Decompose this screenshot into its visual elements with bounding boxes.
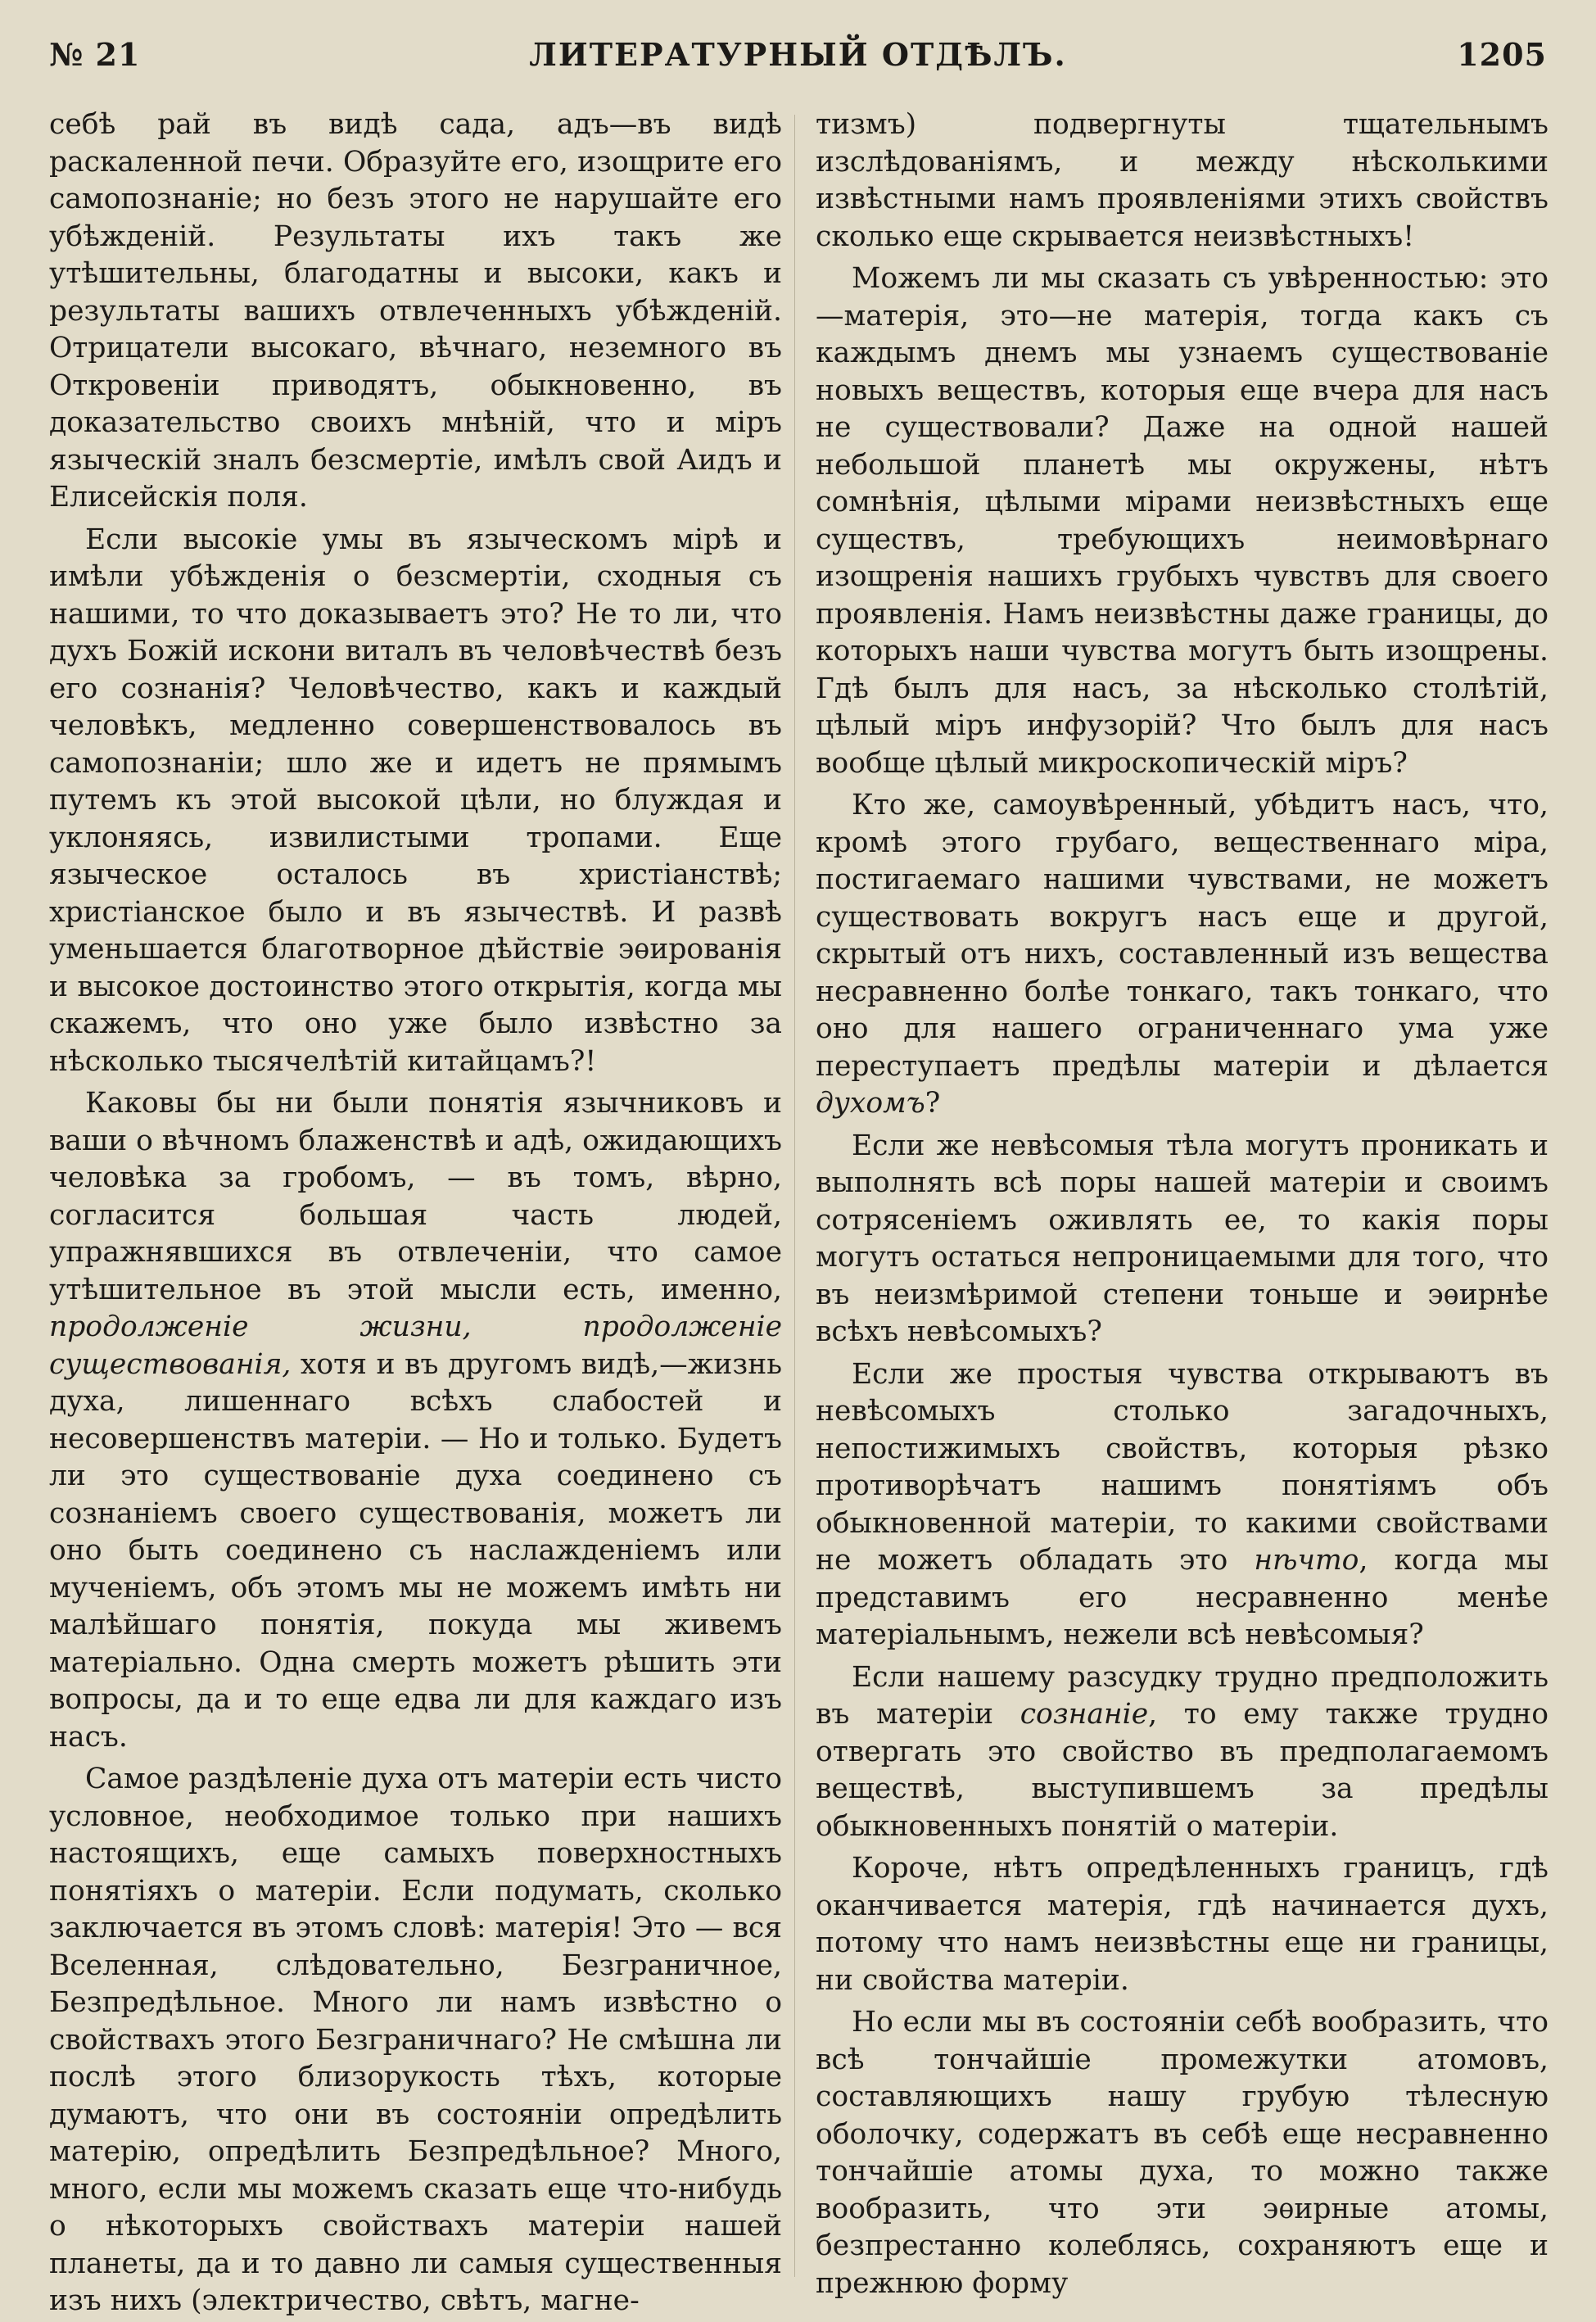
paragraph: Но если мы въ состояніи себѣ вообразить, что всѣ тончайшіе промежутки атомовъ, составляющихъ нашу грубую тѣлесную оболочку, содержатъ въ себѣ еще несравненно тончайшіе атомы духа, то можно также вообразить, что эти эѳирные атомы, безпрестанно колеблясь, сохраняютъ еще и прежнюю форму [816,2006,1549,2300]
paragraph [49,1085,782,1756]
paragraph-text: Кто же, самоувѣренный, убѣдитъ насъ, что, кромѣ этого грубаго, вещественнаго міра, постигаемаго нашими чувствами, не можетъ существовать вокругъ насъ еще и другой, скрытый отъ нихъ, составленный изъ вещества несравненно болѣе тонкаго, такъ тонкаго, что оно для нашего ограниченнаго ума уже переступаетъ предѣлы матеріи и дѣлается [816,789,1549,1083]
section-title: ЛИТЕРАТУРНЫЙ ОТДѢЛЪ. [529,36,1067,73]
italic-phrase: продолженіе жизни, продолженіе существованія, [49,1310,782,1381]
paragraph [816,1356,1549,1654]
paragraph-text: Если же простыя чувства открываютъ въ невѣсомыхъ столько загадочныхъ, непостижимыхъ свойствъ, которыя рѣзко противорѣчатъ нашимъ понятіямъ объ обыкновенной матеріи, то какими свойствами не можетъ обладать это [816,1357,1549,1577]
issue-number: № 21 [49,36,141,73]
paragraph: Если высокіе умы въ языческомъ мірѣ и имѣли убѣжденія о безсмертіи, сходныя съ нашими, то что доказываетъ это? Не то ли, что духъ Божій искони виталъ въ человѣчествѣ безъ его сознанія? Человѣчество, какъ и каждый человѣкъ, медленно совершенствовалось въ самопознаніи; шло же и идетъ не прямымъ путемъ къ этой высокой цѣли, но блуждая и уклоняясь, извилистыми тропами. Еще языческое осталось въ христіанствѣ; христіанское было и въ язычествѣ. И развѣ уменьшается благотворное дѣйствіе эѳированія и высокое достоинство этого открытія, когда мы скажемъ, что оно уже было извѣстно за нѣсколько тысячелѣтій китайцамъ?! [49,523,782,1078]
paragraph-text: , когда мы представимъ его несравненно менѣе матеріальнымъ, нежели всѣ невѣсомыя? [816,1544,1549,1651]
italic-word: нѣчто [1254,1544,1359,1577]
right-column [816,106,1549,2300]
running-header [49,36,1547,85]
paragraph: Короче, нѣтъ опредѣленныхъ границъ, гдѣ оканчивается матерія, гдѣ начинается духъ, потому что намъ неизвѣстны еще ни границы, ни свойства матеріи. [816,1852,1549,1997]
paragraph [816,1659,1549,1846]
page-number: 1205 [1457,36,1547,73]
left-column [49,106,782,2317]
column-divider [794,115,795,2277]
paragraph-text: ? [925,1087,941,1120]
paragraph-text: Каковы бы ни были понятія язычниковъ и ваши о вѣчномъ блаженствѣ и адѣ, ожидающихъ человѣка за гробомъ, — въ томъ, вѣрно, согласится большая часть людей, упражнявшихся въ отвлеченіи, что самое утѣшительное въ этой мысли есть, именно, [49,1087,782,1306]
paragraph: Самое раздѣленіе духа отъ матеріи есть чисто условное, необходимое только при нашихъ настоящихъ, еще самыхъ поверхностныхъ понятіяхъ о матеріи. Если подумать, сколько заключается въ этомъ словѣ: матерія! Это — вся Вселенная, слѣдовательно, Безграничное, Безпредѣльное. Много ли намъ извѣстно о свойствахъ этого Безграничнаго? Не смѣшна ли послѣ этого близорукость тѣхъ, которые думаютъ, что они въ состояніи опредѣлить матерію, опредѣлить Безпредѣльное? Много, много, если мы можемъ сказать еще что-нибудь о нѣкоторыхъ свойствахъ матеріи нашей планеты, да и то давно ли самыя существенныя изъ нихъ (электричество, свѣтъ, магне- [49,1763,782,2317]
paragraph: тизмъ) подвергнуты тщательнымъ изслѣдованіямъ, и между нѣсколькими извѣстными намъ проявленіями этихъ свойствъ сколько еще скрывается неизвѣстныхъ! [816,108,1549,253]
italic-word: сознаніе [1020,1698,1149,1731]
paragraph: Можемъ ли мы сказать съ увѣренностью: это—матерія, это—не матерія, тогда какъ съ каждымъ днемъ мы узнаемъ существованіе новыхъ веществъ, которыя еще вчера для насъ не существовали? Даже на одной нашей небольшой планетѣ мы окружены, нѣтъ сомнѣнія, цѣлыми мірами неизвѣстныхъ еще существъ, требующихъ неимовѣрнаго изощренія нашихъ грубыхъ чувствъ для своего проявленія. Намъ неизвѣстны даже границы, до которыхъ наши чувства могутъ быть изощрены. Гдѣ былъ для насъ, за нѣсколько столѣтій, цѣлый міръ инфузорій? Что былъ для насъ вообще цѣлый микроскопическій міръ? [816,262,1549,780]
paragraph [816,787,1549,1123]
paragraph-text: , то ему также трудно отвергать это свойство въ предполагаемомъ веществѣ, выступившемъ за предѣлы обыкновенныхъ понятій о матеріи. [816,1698,1549,1843]
paragraph: себѣ рай въ видѣ сада, адъ—въ видѣ раскаленной печи. Образуйте его, изощрите его самопознаніе; но безъ этого не нарушайте его убѣжденій. Результаты ихъ такъ же утѣшительны, благодатны и высоки, какъ и результаты вашихъ отвлеченныхъ убѣжденій. Отрицатели высокаго, вѣчнаго, неземного въ Откровеніи приводятъ, обыкновенно, въ доказательство своихъ мнѣній, что и міръ языческій зналъ безсмертіе, имѣлъ свой Аидъ и Елисейскія поля. [49,108,782,514]
paragraph-text: Если нашему разсудку трудно предположить въ матеріи [816,1660,1549,1731]
paragraph-text: хотя и въ другомъ видѣ,—жизнь духа, лишеннаго всѣхъ слабостей и несовершенствъ матеріи. — Но и только. Будетъ ли это существованіе духа соединено съ сознаніемъ своего существованія, можетъ ли оно быть соединено съ наслажденіемъ или мученіемъ, объ этомъ мы не можемъ имѣть ни малѣйшаго понятія, покуда мы живемъ матеріально. Одна смерть можетъ рѣшить эти вопросы, да и то еще едва ли для каждаго изъ насъ. [49,1347,782,1754]
paragraph: Если же невѣсомыя тѣла могутъ проникать и выполнять всѣ поры нашей матеріи и своимъ сотрясеніемъ оживлять ее, то какія поры могутъ остаться непроницаемыми для того, что въ неизмѣримой степени тоньше и эѳирнѣе всѣхъ невѣсомыхъ? [816,1129,1549,1348]
italic-word: духомъ [816,1087,925,1120]
